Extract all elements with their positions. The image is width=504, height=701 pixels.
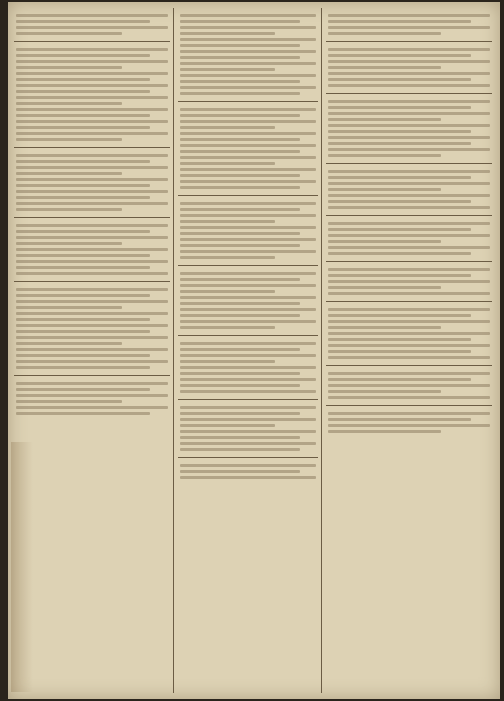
text-line: [180, 80, 300, 83]
text-line: [180, 132, 316, 135]
body-text-texture: [178, 14, 318, 95]
text-line: [328, 320, 490, 323]
text-line: [16, 102, 122, 105]
text-line: [16, 178, 168, 181]
text-line: [16, 254, 150, 257]
notice-section: [326, 302, 492, 366]
text-line: [180, 74, 316, 77]
text-line: [328, 206, 490, 209]
text-line: [328, 48, 490, 51]
text-line: [328, 350, 471, 353]
text-line: [328, 130, 471, 133]
text-line: [16, 138, 122, 141]
text-line: [328, 228, 471, 231]
text-line: [328, 424, 490, 427]
text-line: [180, 326, 275, 329]
text-line: [180, 114, 300, 117]
text-line: [180, 406, 316, 409]
text-line: [180, 436, 300, 439]
body-text-texture: [326, 222, 492, 255]
text-line: [16, 48, 168, 51]
text-line: [16, 366, 150, 369]
notice-section: [326, 164, 492, 216]
text-line: [328, 78, 471, 81]
text-line: [16, 266, 150, 269]
text-line: [16, 224, 168, 227]
text-line: [16, 78, 150, 81]
text-line: [16, 172, 122, 175]
text-line: [180, 256, 275, 259]
notice-section: [178, 266, 318, 336]
text-line: [328, 72, 490, 75]
text-line: [180, 278, 300, 281]
text-line: [180, 302, 300, 305]
body-text-texture: [178, 202, 318, 259]
notice-section: [326, 94, 492, 164]
text-line: [180, 108, 316, 111]
body-text-texture: [326, 308, 492, 359]
body-text-texture: [178, 108, 318, 189]
text-line: [180, 126, 275, 129]
text-line: [180, 320, 316, 323]
notice-section: [178, 400, 318, 458]
text-line: [328, 326, 441, 329]
text-line: [16, 394, 168, 397]
text-line: [180, 470, 300, 473]
text-line: [328, 118, 441, 121]
text-line: [180, 144, 316, 147]
text-line: [328, 292, 490, 295]
text-line: [328, 54, 471, 57]
text-line: [180, 290, 275, 293]
body-text-texture: [14, 224, 170, 275]
text-line: [180, 156, 316, 159]
text-line: [180, 32, 275, 35]
body-text-texture: [326, 14, 492, 35]
text-line: [328, 384, 490, 387]
text-line: [16, 166, 168, 169]
notice-section: [14, 148, 170, 218]
text-line: [16, 202, 168, 205]
text-line: [16, 132, 168, 135]
text-line: [16, 160, 150, 163]
text-line: [16, 20, 150, 23]
text-line: [328, 84, 490, 87]
body-text-texture: [178, 406, 318, 451]
text-line: [328, 136, 490, 139]
notice-section: [14, 218, 170, 282]
text-line: [180, 186, 300, 189]
text-line: [328, 148, 490, 151]
body-text-texture: [178, 342, 318, 393]
column-rule: [173, 8, 174, 693]
text-line: [16, 114, 150, 117]
text-line: [328, 372, 490, 375]
text-line: [180, 296, 316, 299]
text-line: [16, 54, 150, 57]
text-line: [328, 378, 471, 381]
notice-section: [326, 42, 492, 94]
newspaper-page: [8, 2, 500, 699]
text-line: [16, 26, 168, 29]
text-line: [180, 418, 316, 421]
text-line: [328, 182, 490, 185]
body-text-texture: [326, 268, 492, 295]
text-line: [16, 330, 150, 333]
text-line: [180, 354, 316, 357]
text-line: [328, 112, 490, 115]
text-line: [180, 62, 316, 65]
text-line: [328, 280, 490, 283]
text-line: [180, 390, 316, 393]
text-line: [16, 342, 122, 345]
text-line: [16, 184, 150, 187]
text-line: [180, 232, 300, 235]
text-line: [328, 246, 490, 249]
text-line: [180, 244, 300, 247]
text-line: [180, 308, 316, 311]
text-line: [180, 214, 316, 217]
text-line: [16, 196, 150, 199]
text-line: [180, 86, 316, 89]
text-line: [328, 314, 471, 317]
text-line: [328, 430, 441, 433]
text-line: [180, 162, 275, 165]
text-line: [16, 248, 168, 251]
text-line: [180, 442, 316, 445]
text-line: [16, 84, 168, 87]
body-text-texture: [326, 100, 492, 157]
text-line: [328, 200, 471, 203]
text-line: [16, 208, 122, 211]
text-line: [16, 14, 168, 17]
text-line: [328, 26, 490, 29]
body-text-texture: [326, 412, 492, 433]
text-line: [180, 238, 316, 241]
text-line: [328, 240, 441, 243]
text-line: [16, 32, 122, 35]
notice-section: [14, 42, 170, 148]
notice-section: [178, 102, 318, 196]
text-line: [16, 354, 150, 357]
text-line: [328, 176, 471, 179]
text-line: [16, 60, 168, 63]
text-line: [180, 226, 316, 229]
text-line: [328, 142, 471, 145]
text-line: [16, 230, 150, 233]
column-left: [14, 8, 170, 693]
text-line: [180, 384, 300, 387]
text-line: [180, 372, 300, 375]
text-line: [328, 286, 441, 289]
text-line: [328, 338, 471, 341]
text-line: [16, 360, 168, 363]
column-middle: [178, 8, 318, 693]
text-line: [180, 92, 300, 95]
text-line: [180, 366, 316, 369]
text-line: [180, 138, 300, 141]
text-line: [16, 242, 122, 245]
text-line: [16, 90, 150, 93]
text-line: [16, 306, 122, 309]
column-rule: [321, 8, 322, 693]
text-line: [328, 66, 441, 69]
text-line: [16, 312, 168, 315]
text-line: [328, 100, 490, 103]
text-line: [16, 300, 168, 303]
text-line: [328, 268, 490, 271]
text-line: [16, 236, 168, 239]
text-line: [180, 412, 300, 415]
text-line: [328, 418, 471, 421]
text-line: [328, 252, 471, 255]
body-text-texture: [326, 170, 492, 209]
text-line: [328, 234, 490, 237]
notice-section: [326, 8, 492, 42]
body-text-texture: [14, 154, 170, 211]
body-text-texture: [178, 272, 318, 329]
text-line: [180, 50, 316, 53]
notice-section: [326, 262, 492, 302]
text-line: [180, 220, 275, 223]
text-line: [180, 208, 300, 211]
text-line: [328, 194, 490, 197]
text-line: [328, 396, 490, 399]
text-line: [16, 120, 168, 123]
text-line: [328, 390, 441, 393]
text-line: [180, 464, 316, 467]
text-line: [180, 14, 316, 17]
text-line: [180, 448, 300, 451]
text-line: [16, 294, 150, 297]
body-text-texture: [326, 48, 492, 87]
notice-section: [14, 282, 170, 376]
body-text-texture: [178, 464, 318, 479]
text-line: [180, 20, 300, 23]
notice-section: [178, 458, 318, 485]
body-text-texture: [14, 48, 170, 141]
text-line: [328, 356, 490, 359]
text-line: [180, 250, 316, 253]
notice-section: [178, 8, 318, 102]
text-line: [16, 406, 168, 409]
text-line: [180, 168, 316, 171]
text-line: [16, 260, 168, 263]
text-line: [16, 108, 168, 111]
text-line: [180, 342, 316, 345]
text-line: [16, 336, 168, 339]
text-line: [328, 308, 490, 311]
text-line: [328, 412, 490, 415]
text-line: [16, 66, 122, 69]
text-line: [180, 180, 316, 183]
text-line: [16, 96, 168, 99]
text-line: [180, 284, 316, 287]
notice-section: [326, 406, 492, 439]
text-line: [180, 38, 316, 41]
text-line: [180, 26, 316, 29]
text-line: [328, 170, 490, 173]
notice-section: [178, 196, 318, 266]
text-line: [328, 20, 471, 23]
column-right: [326, 8, 492, 693]
text-line: [16, 348, 168, 351]
text-line: [180, 150, 300, 153]
notice-section: [326, 216, 492, 262]
text-line: [328, 106, 471, 109]
text-line: [328, 32, 441, 35]
notice-section: [14, 8, 170, 42]
text-line: [180, 56, 300, 59]
text-line: [16, 272, 168, 275]
notice-section: [326, 366, 492, 406]
text-line: [180, 378, 316, 381]
text-line: [328, 344, 490, 347]
text-line: [328, 154, 441, 157]
text-line: [180, 272, 316, 275]
text-line: [328, 124, 490, 127]
text-line: [16, 72, 168, 75]
text-line: [16, 318, 150, 321]
text-line: [328, 332, 490, 335]
text-line: [328, 222, 490, 225]
text-line: [328, 188, 441, 191]
text-line: [180, 424, 275, 427]
text-line: [180, 120, 316, 123]
body-text-texture: [326, 372, 492, 399]
text-line: [16, 400, 122, 403]
text-line: [180, 174, 300, 177]
text-line: [180, 44, 300, 47]
text-line: [328, 14, 490, 17]
text-line: [180, 68, 275, 71]
body-text-texture: [14, 14, 170, 35]
text-line: [180, 430, 316, 433]
text-line: [16, 388, 150, 391]
text-line: [328, 274, 471, 277]
text-line: [180, 202, 316, 205]
body-text-texture: [14, 288, 170, 369]
text-line: [16, 190, 168, 193]
text-line: [180, 348, 300, 351]
body-text-texture: [14, 382, 170, 415]
text-line: [180, 476, 316, 479]
notice-section: [14, 376, 170, 421]
text-line: [16, 382, 168, 385]
text-line: [16, 324, 168, 327]
text-line: [16, 288, 168, 291]
text-line: [180, 360, 275, 363]
text-line: [16, 154, 168, 157]
text-line: [16, 126, 150, 129]
text-line: [180, 314, 300, 317]
text-line: [328, 60, 490, 63]
notice-section: [178, 336, 318, 400]
text-line: [16, 412, 150, 415]
